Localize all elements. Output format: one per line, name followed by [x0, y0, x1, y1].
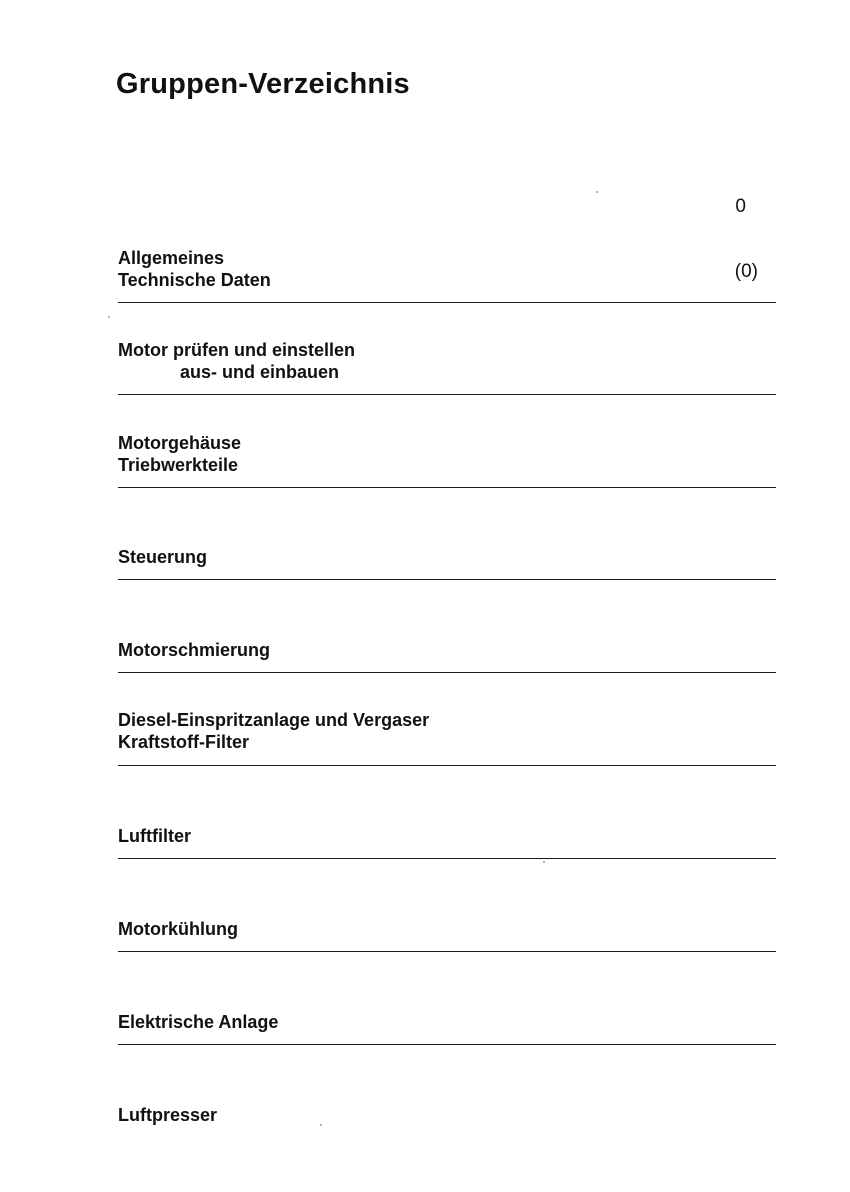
section-label-line: Elektrische Anlage	[118, 1012, 279, 1032]
section-label	[118, 918, 238, 940]
scan-speck	[320, 1124, 322, 1126]
divider	[118, 858, 776, 859]
divider	[118, 951, 776, 952]
section-label-line: Diesel-Einspritzanlage und Vergaser	[118, 710, 430, 730]
section-label	[118, 1104, 217, 1126]
divider	[118, 672, 776, 673]
divider	[118, 394, 776, 395]
divider	[118, 1044, 776, 1045]
section-label-line: Technische Daten	[118, 270, 271, 290]
section-label-line: Motorkühlung	[118, 919, 238, 939]
divider	[118, 579, 776, 580]
group-number: 0	[735, 196, 746, 217]
section-label	[118, 709, 429, 753]
section-label-line: Kraftstoff-Filter	[118, 732, 249, 752]
section-label	[118, 432, 241, 476]
divider	[118, 302, 776, 303]
section-label-line: Motorgehäuse	[118, 433, 242, 453]
scan-speck	[543, 861, 545, 863]
section-label	[118, 247, 271, 291]
section-label-line: Luftfilter	[118, 826, 191, 846]
divider	[118, 487, 776, 488]
section-label-line: Motorschmierung	[118, 640, 271, 660]
section-number: (0)	[734, 261, 758, 282]
divider	[118, 765, 776, 766]
section-label	[118, 639, 270, 661]
section-label	[118, 825, 191, 847]
section-label-line: Allgemeines	[118, 248, 225, 268]
section-label-line: Motor prüfen und einstellen	[118, 340, 355, 360]
section-label-line: Triebwerkteile	[118, 455, 239, 475]
section-label	[118, 1011, 278, 1033]
page-title: Gruppen-Verzeichnis	[116, 68, 410, 100]
scan-speck	[108, 316, 110, 318]
scan-speck	[596, 191, 598, 193]
section-label-line: Steuerung	[118, 547, 208, 567]
section-label	[118, 339, 355, 383]
section-label-line: aus- und einbauen	[180, 362, 340, 382]
section-label	[118, 546, 207, 568]
section-label-line: Luftpresser	[118, 1105, 218, 1125]
